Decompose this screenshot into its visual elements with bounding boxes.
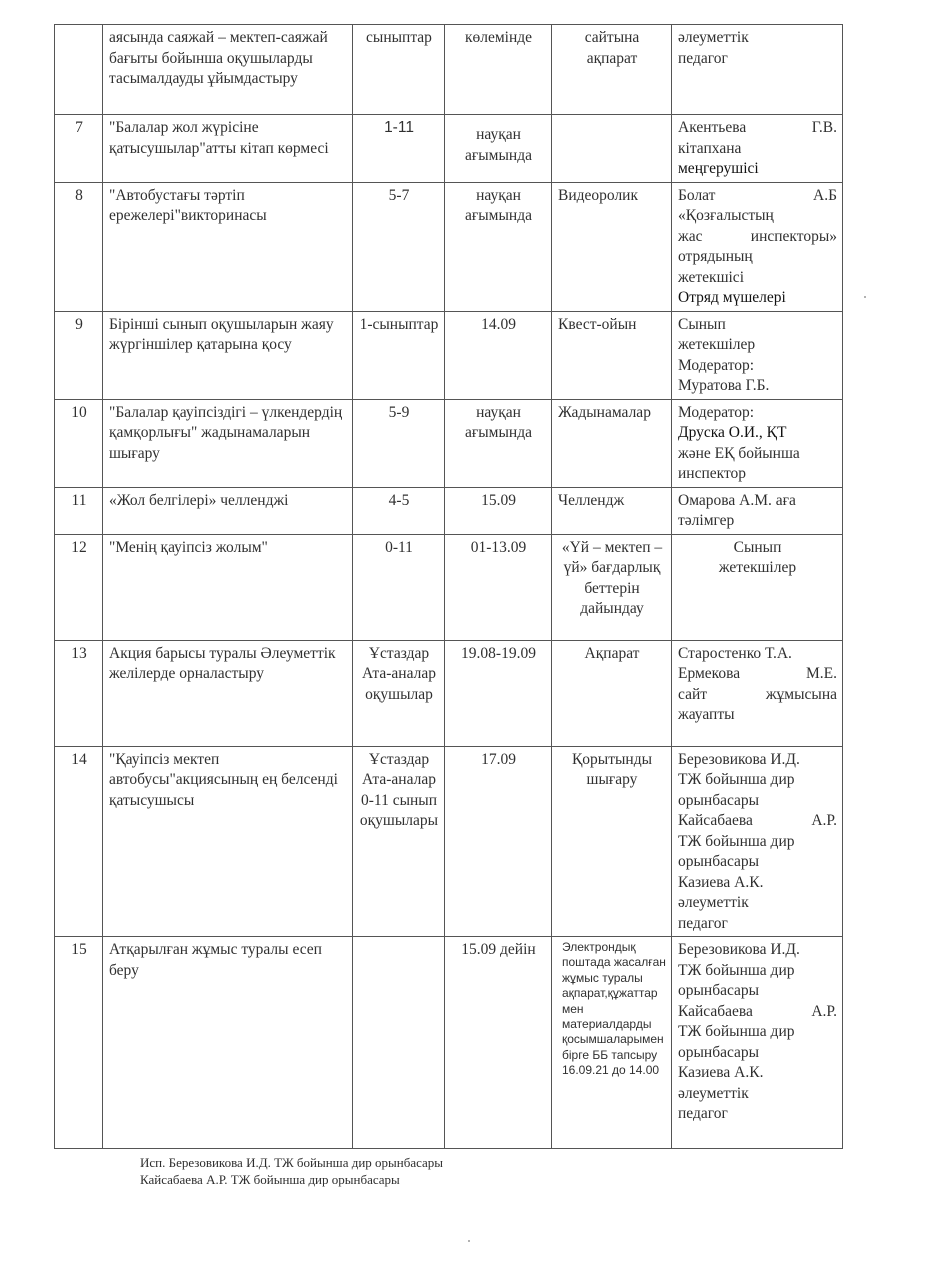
responsible-line: Отряд мүшелері xyxy=(678,289,786,306)
activity-plan-page xyxy=(54,24,843,1149)
result-form: Ақпарат xyxy=(552,640,672,746)
participants: 5-9 xyxy=(353,399,445,487)
responsible-line: Казиева А.К. xyxy=(678,1064,764,1081)
executor-line: Исп. Березовикова И.Д. ТЖ бойынша дир орынбасары xyxy=(140,1155,444,1170)
executor-note xyxy=(140,1154,443,1188)
responsible-line: әлеуметтік xyxy=(678,894,749,911)
responsible-line: педагог xyxy=(678,1105,728,1122)
responsible-line: кітапхана xyxy=(678,139,742,157)
responsible-line: Березовикова И.Д. xyxy=(678,750,800,768)
executor-line: Кайсабаева А.Р. ТЖ бойынша дир орынбасары xyxy=(140,1172,400,1187)
event-title: Бірінші сынып оқушыларын жаяу жүргіншілер қатарына қосу xyxy=(103,311,353,399)
result-form: сайтына ақпарат xyxy=(552,25,672,115)
responsible xyxy=(672,534,843,640)
result-form: Квест-ойын xyxy=(552,311,672,399)
responsible-line: педагог xyxy=(678,914,728,932)
responsible-line: жетекшілер xyxy=(678,336,756,353)
responsible-line: жетекшілер xyxy=(718,559,797,576)
period: 01-13.09 xyxy=(445,534,552,640)
responsible-line: Модератор: xyxy=(678,403,755,421)
responsible-line: Болат А.Б xyxy=(678,186,837,204)
period: 19.08-19.09 xyxy=(445,640,552,746)
responsible-line: Друска О.И., ҚТ xyxy=(678,424,787,441)
responsible-line: ТЖ бойынша дир xyxy=(678,961,795,979)
event-title: «Жол белгілері» челленджі xyxy=(103,487,353,534)
row-number xyxy=(55,25,103,115)
responsible-line: Кайсабаева А.Р. xyxy=(678,812,837,829)
responsible-line: Казиева А.К. xyxy=(678,873,764,891)
responsible-line: жетекшісі xyxy=(678,268,744,286)
row-number: 12 xyxy=(55,534,103,640)
period: науқан ағымында xyxy=(445,399,552,487)
row-number: 11 xyxy=(55,487,103,534)
participants: Ұстаздар Ата-аналар оқушылар xyxy=(353,640,445,746)
row-number: 7 xyxy=(55,115,103,183)
event-title: аясында саяжай – мектеп-саяжай бағыты бойынша оқушыларды тасымалдауды ұйымдастыру xyxy=(103,25,353,115)
event-title: Атқарылған жұмыс туралы есеп беру xyxy=(103,937,353,1149)
participants: Ұстаздар Ата-аналар 0-11 сынып оқушылары xyxy=(353,746,445,937)
responsible-line: орынбасары xyxy=(678,853,760,870)
responsible-line: Акентьева Г.В. xyxy=(678,119,837,136)
responsible-line: сайт жұмысына xyxy=(678,685,837,703)
responsible-line: Сынып xyxy=(733,538,782,556)
responsible-line: Березовикова И.Д. xyxy=(678,941,800,958)
responsible xyxy=(672,25,843,115)
responsible xyxy=(672,182,843,311)
row-number: 14 xyxy=(55,746,103,937)
responsible-line: ТЖ бойынша дир xyxy=(678,771,795,788)
table-row xyxy=(55,937,843,1149)
responsible-line: меңгерушісі xyxy=(678,160,759,177)
responsible-line: ТЖ бойынша дир xyxy=(678,832,795,850)
table-row xyxy=(55,399,843,487)
responsible-line: Ермекова М.Е. xyxy=(678,665,837,682)
responsible-line: орынбасары xyxy=(678,1043,760,1061)
table-row xyxy=(55,487,843,534)
table-row xyxy=(55,182,843,311)
event-title: "Балалар қауіпсіздігі – үлкендердің қамқорлығы" жадынамаларын шығару xyxy=(103,399,353,487)
responsible-line: отрядының xyxy=(678,248,753,265)
responsible-line: ТЖ бойынша дир xyxy=(678,1023,795,1040)
table-row xyxy=(55,25,843,115)
period: көлемінде xyxy=(445,25,552,115)
row-number: 13 xyxy=(55,640,103,746)
period: науқан ағымында xyxy=(445,182,552,311)
table-row xyxy=(55,311,843,399)
responsible xyxy=(672,746,843,937)
participants: 5-7 xyxy=(353,182,445,311)
result-form: «Үй – мектеп – үй» бағдарлық беттерін дайындау xyxy=(552,534,672,640)
result-form: Челлендж xyxy=(552,487,672,534)
participants: 0-11 xyxy=(353,534,445,640)
row-number: 9 xyxy=(55,311,103,399)
responsible-line: «Қозғалыстың xyxy=(678,207,774,224)
participants: 1-11 xyxy=(353,115,445,183)
responsible-line: тәлімгер xyxy=(678,512,735,529)
row-number: 15 xyxy=(55,937,103,1149)
responsible xyxy=(672,937,843,1149)
participants: 1-сыныптар xyxy=(353,311,445,399)
event-title: "Қауіпсіз мектеп автобусы"акциясының ең белсенді қатысушысы xyxy=(103,746,353,937)
period: 15.09 xyxy=(445,487,552,534)
table-row xyxy=(55,746,843,937)
event-title: "Балалар жол жүрісіне қатысушылар"атты кітап көрмесі xyxy=(103,115,353,183)
responsible-line: әлеуметтік xyxy=(678,1084,749,1102)
responsible-line: инспектор xyxy=(678,465,747,482)
period: науқан ағымында xyxy=(445,115,552,183)
table-row xyxy=(55,640,843,746)
responsible-line: орынбасары xyxy=(678,791,760,809)
participants: сыныптар xyxy=(353,25,445,115)
table-row xyxy=(55,115,843,183)
event-title: Акция барысы туралы Әлеуметтік желілерде орналастыру xyxy=(103,640,353,746)
participants xyxy=(353,937,445,1149)
responsible xyxy=(672,311,843,399)
responsible-line: Кайсабаева А.Р. xyxy=(678,1002,837,1020)
participants: 4-5 xyxy=(353,487,445,534)
responsible xyxy=(672,487,843,534)
responsible-line: Сынып xyxy=(678,315,726,333)
responsible-line: Старостенко Т.А. xyxy=(678,644,792,662)
result-form: Жадынамалар xyxy=(552,399,672,487)
responsible-line: әлеуметтік xyxy=(678,29,749,46)
responsible xyxy=(672,115,843,183)
responsible xyxy=(672,399,843,487)
event-title: "Автобустағы тәртіп ережелері"викторинасы xyxy=(103,182,353,311)
event-title: "Менің қауіпсіз жолым" xyxy=(103,534,353,640)
activity-plan-table xyxy=(54,24,843,1149)
responsible-line: Муратова Г.Б. xyxy=(678,377,770,394)
result-form: Видеоролик xyxy=(552,182,672,311)
period: 15.09 дейін xyxy=(445,937,552,1149)
scan-speck xyxy=(864,296,866,298)
responsible-line: Модератор: xyxy=(678,356,755,374)
period: 14.09 xyxy=(445,311,552,399)
row-number: 10 xyxy=(55,399,103,487)
responsible-line: педагог xyxy=(678,49,728,67)
row-number: 8 xyxy=(55,182,103,311)
responsible xyxy=(672,640,843,746)
table-row xyxy=(55,534,843,640)
responsible-line: Омарова А.М. аға xyxy=(678,491,796,509)
responsible-line: жауапты xyxy=(678,706,735,723)
responsible-line: жас инспекторы» xyxy=(678,227,837,245)
result-form: Электрондық поштада жасалған жұмыс туралы ақпарат,құжаттар мен материалдарды қосымшаларымен бірге ББ тапсыру 16.09.21 до 14.00 xyxy=(552,937,672,1149)
responsible-line: және ЕҚ бойынша xyxy=(678,444,800,462)
scan-speck xyxy=(468,1240,470,1242)
result-form: Қорытынды шығару xyxy=(552,746,672,937)
result-form xyxy=(552,115,672,183)
responsible-line: орынбасары xyxy=(678,982,760,999)
period: 17.09 xyxy=(445,746,552,937)
